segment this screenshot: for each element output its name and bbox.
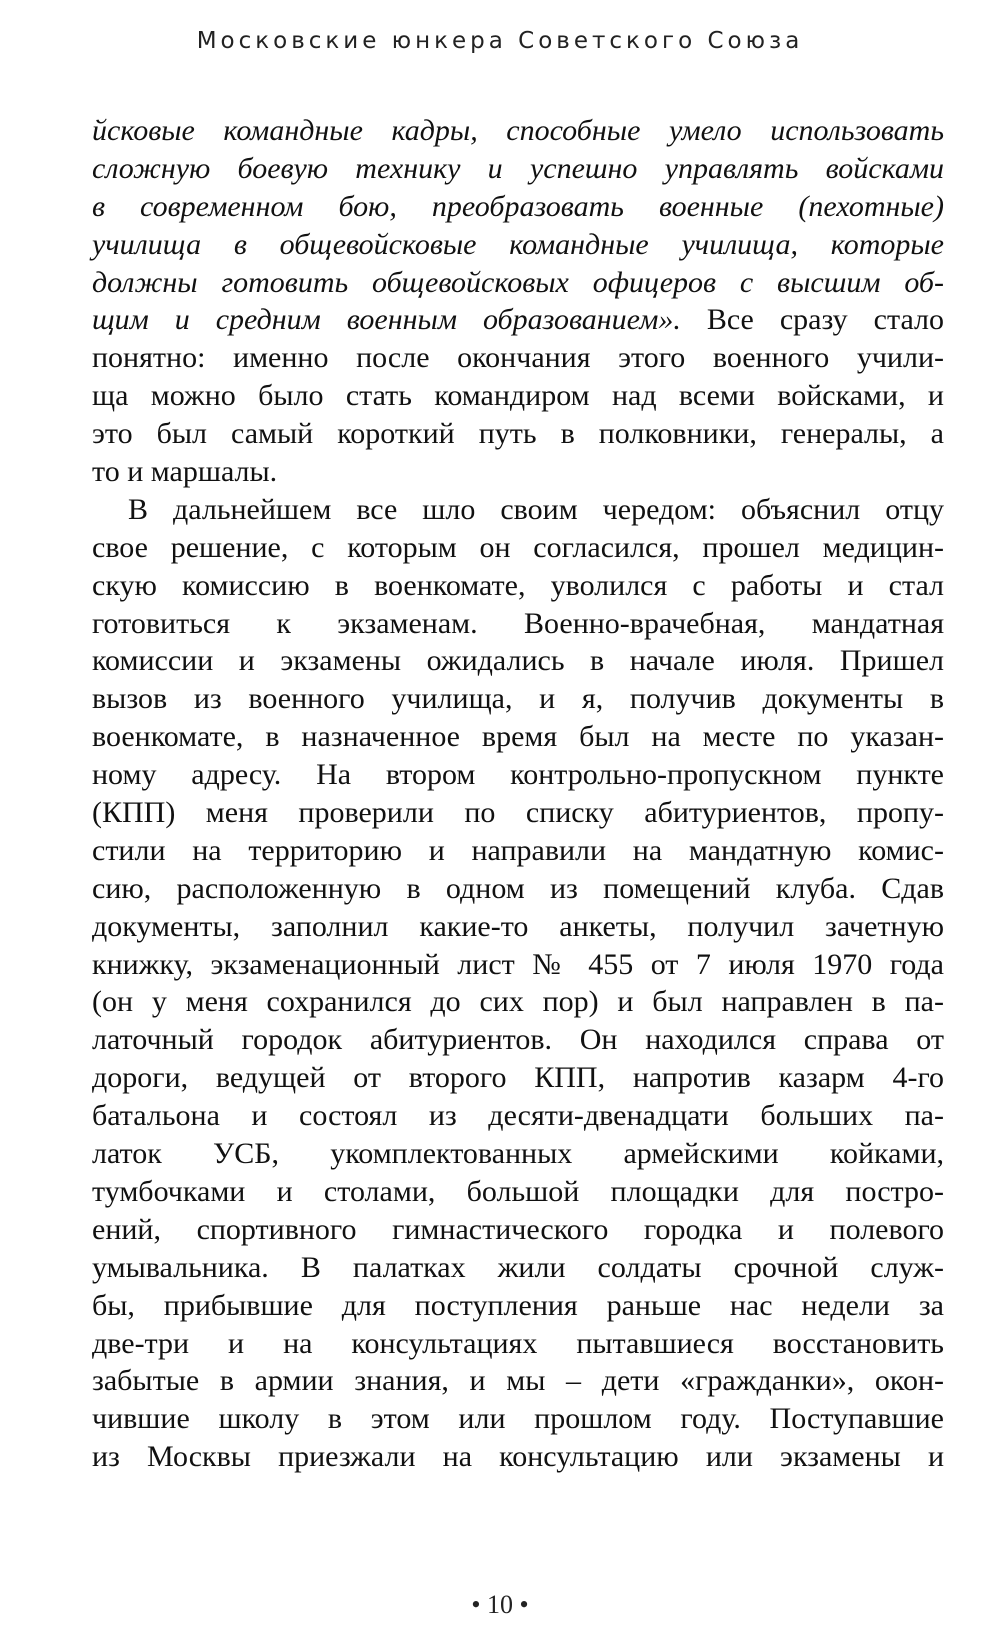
line-text: В дальнейшем все шло своим чередом: объяснил отцу — [128, 492, 944, 526]
line-text: комиссии и экзамены ожидались в начале июля. Пришел — [92, 644, 944, 678]
line-text: умывальника. В палатках жили солдаты срочной служ- — [92, 1250, 944, 1284]
text-line — [92, 1021, 944, 1059]
text-line — [92, 529, 944, 567]
text-line — [92, 718, 944, 756]
line-text: ному адресу. На втором контрольно-пропускном пункте — [92, 758, 944, 792]
line-text: забытые в армии знания, и мы – дети «гражданки», окон- — [92, 1364, 944, 1398]
text-line — [92, 756, 944, 794]
text-line — [92, 339, 944, 377]
text-line — [92, 1438, 944, 1476]
text-line — [92, 642, 944, 680]
line-text: батальона и состоял из десяти-двенадцати больших па- — [92, 1099, 944, 1133]
text-line — [92, 946, 944, 984]
line-text: ений, спортивного гимнастического городка и полевого — [92, 1212, 944, 1246]
text-line — [92, 794, 944, 832]
line-text: латочный городок абитуриентов. Он находился справа от — [92, 1023, 944, 1057]
text-line — [92, 1097, 944, 1135]
text-line — [92, 415, 944, 453]
text-line — [92, 605, 944, 643]
line-text: понятно: именно после окончания этого военного учили- — [92, 341, 944, 375]
text-line — [92, 1059, 944, 1097]
line-text: две-три и на консультациях пытавшиеся восстановить — [92, 1326, 944, 1360]
line-text: должны готовить общевойсковых офицеров с высшим об- — [92, 265, 944, 299]
line-text: документы, заполнил какие-то анкеты, получил зачетную — [92, 909, 944, 943]
line-text: училища в общевойсковые командные училища, которые — [92, 227, 944, 261]
text-line — [92, 1287, 944, 1325]
text-line — [92, 1325, 944, 1363]
text-line — [92, 1362, 944, 1400]
text-line — [92, 983, 944, 1021]
line-text: Все сразу стало — [680, 303, 945, 337]
line-text: готовиться к экзаменам. Военно-врачебная, мандатная — [92, 606, 944, 640]
line-text: (он у меня сохранился до сих пор) и был направлен в па- — [92, 985, 944, 1019]
text-line — [92, 112, 944, 150]
text-line — [92, 870, 944, 908]
text-line — [92, 226, 944, 264]
line-text: сию, расположенную в одном из помещений клуба. Сдав — [92, 871, 944, 905]
line-text: тумбочками и столами, большой площадки для постро- — [92, 1174, 944, 1208]
text-line — [92, 567, 944, 605]
line-text: (КПП) меня проверили по списку абитуриентов, пропу- — [92, 796, 944, 830]
text-line — [92, 188, 944, 226]
text-line — [92, 1173, 944, 1211]
text-line — [92, 832, 944, 870]
line-text: из Москвы приезжали на консультацию или экзамены и — [92, 1440, 944, 1474]
line-text: вызов из военного училища, и я, получив документы в — [92, 682, 944, 716]
running-head: Московские юнкера Советского Союза — [196, 28, 804, 54]
text-line — [92, 1135, 944, 1173]
page-number: • 10 • — [471, 1590, 529, 1619]
text-line — [92, 1211, 944, 1249]
line-text: ща можно было стать командиром над всеми войсками, и — [92, 379, 944, 413]
text-line — [92, 150, 944, 188]
line-text: свое решение, с которым он согласился, прошел медицин- — [92, 530, 944, 564]
text-line — [92, 453, 944, 491]
italic-quote-end: щим и средним военным образованием». — [92, 303, 681, 337]
line-text: дороги, ведущей от второго КПП, напротив казарм 4-го — [92, 1061, 944, 1095]
line-text: то и маршалы. — [92, 455, 278, 489]
text-line — [92, 377, 944, 415]
line-text: чившие школу в этом или прошлом году. Поступавшие — [92, 1402, 944, 1436]
line-text: стили на территорию и направили на мандатную комис- — [92, 833, 944, 867]
line-text: йсковые командные кадры, способные умело использовать — [92, 114, 944, 147]
text-line — [92, 1249, 944, 1287]
line-text: книжку, экзаменационный лист № 455 от 7 июля 1970 года — [92, 947, 944, 981]
line-text: бы, прибывшие для поступления раньше нас недели за — [92, 1288, 944, 1322]
text-line — [92, 491, 944, 529]
line-text: военкомате, в назначенное время был на месте по указан- — [92, 720, 944, 754]
text-line — [92, 301, 944, 339]
line-text: сложную боевую технику и успешно управлять войсками — [92, 151, 944, 185]
line-text: в современном бою, преобразовать военные (пехотные) — [92, 189, 944, 223]
line-text: латок УСБ, укомплектованных армейскими койками, — [92, 1137, 944, 1171]
text-line — [92, 1400, 944, 1438]
body-text — [92, 112, 944, 1476]
text-line — [92, 264, 944, 302]
text-line — [92, 680, 944, 718]
text-line — [92, 908, 944, 946]
line-text: это был самый короткий путь в полковники, генералы, а — [92, 417, 944, 451]
line-text: скую комиссию в военкомате, уволился с работы и стал — [92, 568, 944, 602]
